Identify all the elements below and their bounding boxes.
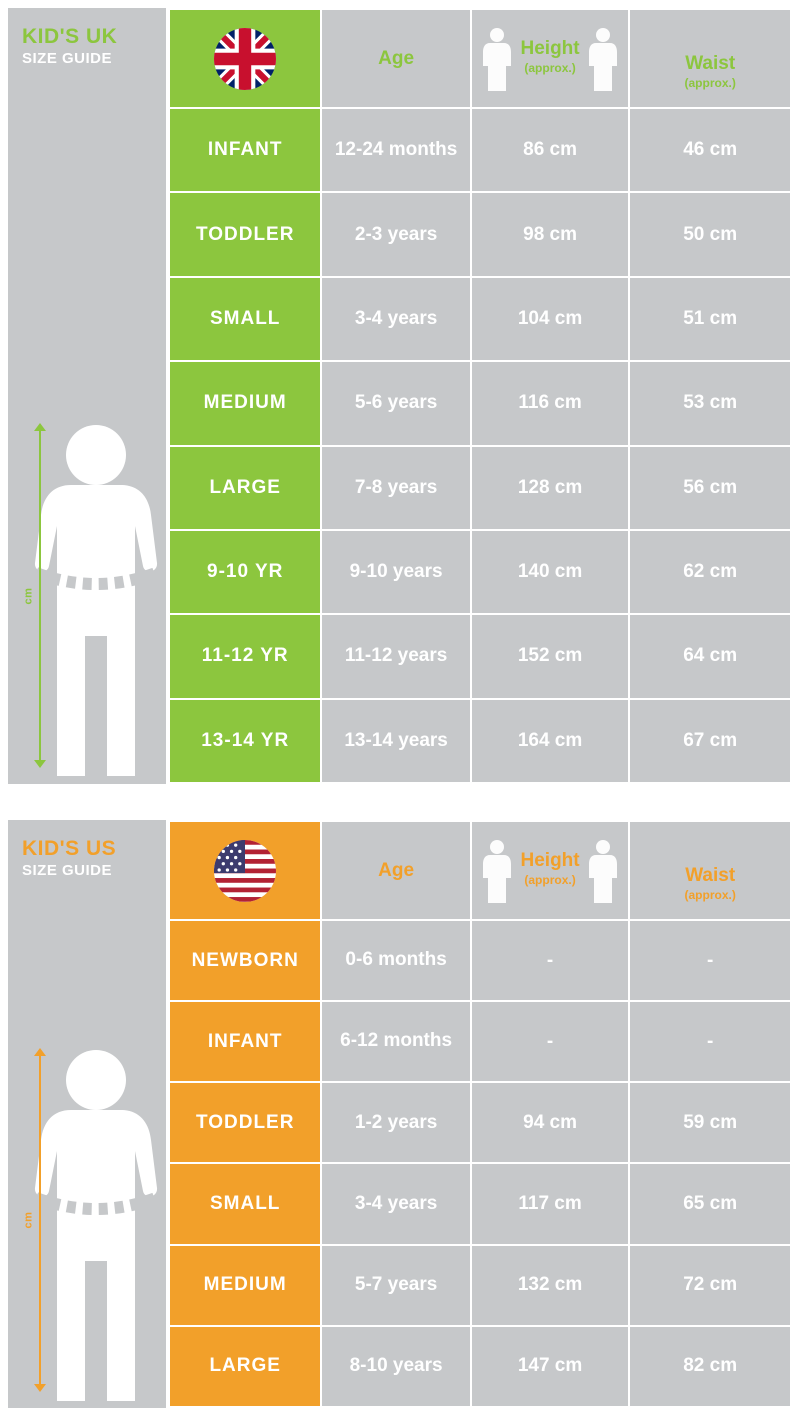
us-title: KID'S US bbox=[22, 837, 117, 860]
us-height-3: 117 cm bbox=[472, 1164, 629, 1243]
uk-table-header-row bbox=[170, 10, 790, 107]
uk-size-1: TODDLER bbox=[170, 193, 320, 275]
uk-age-7: 13-14 years bbox=[322, 700, 469, 782]
us-table-header-row bbox=[170, 822, 790, 919]
us-size-1: INFANT bbox=[170, 1002, 320, 1081]
us-waist-0: - bbox=[630, 921, 790, 1000]
us-table-area bbox=[168, 820, 792, 1408]
us-size-4: MEDIUM bbox=[170, 1246, 320, 1325]
uk-header-waist bbox=[630, 10, 790, 107]
us-header-waist-label: Waist bbox=[685, 865, 736, 886]
uk-height-2: 104 cm bbox=[472, 278, 629, 360]
us-height-0: - bbox=[472, 921, 629, 1000]
uk-size-4: LARGE bbox=[170, 447, 320, 529]
uk-flag-cell bbox=[170, 10, 320, 107]
us-size-0: NEWBORN bbox=[170, 921, 320, 1000]
us-header-age bbox=[322, 822, 469, 919]
us-figure-column bbox=[8, 820, 166, 1408]
us-waist-2: 59 cm bbox=[630, 1083, 790, 1162]
uk-size-2: SMALL bbox=[170, 278, 320, 360]
us-age-4: 5-7 years bbox=[322, 1246, 469, 1325]
us-age-2: 1-2 years bbox=[322, 1083, 469, 1162]
uk-waist-2: 51 cm bbox=[630, 278, 790, 360]
us-axis-arrow-up bbox=[34, 1048, 46, 1056]
uk-cm-axis bbox=[22, 423, 48, 768]
table-row bbox=[170, 278, 790, 360]
us-cm-axis bbox=[22, 1048, 48, 1392]
table-row bbox=[170, 447, 790, 529]
table-row bbox=[170, 1246, 790, 1325]
us-waist-5: 82 cm bbox=[630, 1327, 790, 1406]
uk-size-7: 13-14 YR bbox=[170, 700, 320, 782]
uk-axis-arrow-down bbox=[34, 760, 46, 768]
uk-waist-3: 53 cm bbox=[630, 362, 790, 444]
us-title-block bbox=[22, 838, 162, 880]
us-subtitle: SIZE GUIDE bbox=[22, 862, 113, 880]
uk-header-height bbox=[472, 10, 629, 107]
uk-waist-6: 64 cm bbox=[630, 615, 790, 697]
us-axis-label: cm bbox=[22, 1211, 35, 1229]
uk-height-5: 140 cm bbox=[472, 531, 629, 613]
us-header-age-label: Age bbox=[378, 859, 415, 881]
table-row bbox=[170, 193, 790, 275]
uk-axis-line bbox=[39, 431, 41, 760]
table-row bbox=[170, 1002, 790, 1081]
uk-figure-column bbox=[8, 8, 166, 784]
uk-header-height-note: (approx.) bbox=[524, 61, 576, 75]
uk-waist-5: 62 cm bbox=[630, 531, 790, 613]
uk-height-1: 98 cm bbox=[472, 193, 629, 275]
table-row bbox=[170, 615, 790, 697]
uk-title-block bbox=[22, 26, 162, 68]
us-flag-cell bbox=[170, 822, 320, 919]
us-header-height-note: (approx.) bbox=[524, 873, 576, 887]
table-row bbox=[170, 362, 790, 444]
uk-waist-4: 56 cm bbox=[630, 447, 790, 529]
uk-age-4: 7-8 years bbox=[322, 447, 469, 529]
person-icon bbox=[482, 27, 512, 91]
uk-size-table bbox=[168, 8, 792, 784]
us-size-5: LARGE bbox=[170, 1327, 320, 1406]
uk-size-5: 9-10 YR bbox=[170, 531, 320, 613]
uk-header-age-label: Age bbox=[378, 47, 415, 69]
us-age-1: 6-12 months bbox=[322, 1002, 469, 1081]
person-icon bbox=[588, 839, 618, 903]
uk-age-1: 2-3 years bbox=[322, 193, 469, 275]
table-row bbox=[170, 1164, 790, 1243]
table-row bbox=[170, 700, 790, 782]
table-row bbox=[170, 109, 790, 191]
us-header-height bbox=[472, 822, 629, 919]
uk-height-7: 164 cm bbox=[472, 700, 629, 782]
uk-height-0: 86 cm bbox=[472, 109, 629, 191]
table-row bbox=[170, 1327, 790, 1406]
uk-height-4: 128 cm bbox=[472, 447, 629, 529]
uk-header-waist-note: (approx.) bbox=[684, 76, 736, 90]
us-age-0: 0-6 months bbox=[322, 921, 469, 1000]
us-flag-icon bbox=[214, 840, 276, 902]
person-icon bbox=[482, 839, 512, 903]
us-header-height-wrap bbox=[476, 824, 625, 917]
uk-table-area bbox=[168, 8, 792, 784]
uk-size-3: MEDIUM bbox=[170, 362, 320, 444]
uk-age-5: 9-10 years bbox=[322, 531, 469, 613]
us-size-2: TODDLER bbox=[170, 1083, 320, 1162]
uk-subtitle: SIZE GUIDE bbox=[22, 50, 113, 68]
us-waist-3: 65 cm bbox=[630, 1164, 790, 1243]
uk-header-height-wrap bbox=[476, 12, 625, 105]
uk-size-6: 11-12 YR bbox=[170, 615, 320, 697]
person-icon bbox=[588, 27, 618, 91]
us-height-4: 132 cm bbox=[472, 1246, 629, 1325]
uk-age-2: 3-4 years bbox=[322, 278, 469, 360]
table-row bbox=[170, 1083, 790, 1162]
uk-axis-arrow-up bbox=[34, 423, 46, 431]
us-size-3: SMALL bbox=[170, 1164, 320, 1243]
us-header-height-label: Height bbox=[520, 850, 580, 871]
us-axis-arrow-down bbox=[34, 1384, 46, 1392]
us-waist-4: 72 cm bbox=[630, 1246, 790, 1325]
us-age-5: 8-10 years bbox=[322, 1327, 469, 1406]
uk-age-6: 11-12 years bbox=[322, 615, 469, 697]
us-age-3: 3-4 years bbox=[322, 1164, 469, 1243]
us-waist-1: - bbox=[630, 1002, 790, 1081]
uk-title: KID'S UK bbox=[22, 25, 118, 48]
table-row bbox=[170, 531, 790, 613]
uk-height-3: 116 cm bbox=[472, 362, 629, 444]
us-height-5: 147 cm bbox=[472, 1327, 629, 1406]
uk-waist-7: 67 cm bbox=[630, 700, 790, 782]
us-height-2: 94 cm bbox=[472, 1083, 629, 1162]
uk-header-age bbox=[322, 10, 469, 107]
us-header-waist-note: (approx.) bbox=[684, 888, 736, 902]
uk-axis-label: cm bbox=[22, 587, 35, 604]
uk-waist-0: 46 cm bbox=[630, 109, 790, 191]
us-axis-line bbox=[39, 1056, 41, 1384]
uk-flag-icon bbox=[214, 28, 276, 90]
us-size-table bbox=[168, 820, 792, 1408]
uk-height-6: 152 cm bbox=[472, 615, 629, 697]
uk-header-height-label: Height bbox=[520, 38, 580, 59]
uk-age-3: 5-6 years bbox=[322, 362, 469, 444]
uk-waist-1: 50 cm bbox=[630, 193, 790, 275]
uk-age-0: 12-24 months bbox=[322, 109, 469, 191]
table-row bbox=[170, 921, 790, 1000]
uk-size-0: INFANT bbox=[170, 109, 320, 191]
uk-header-waist-label: Waist bbox=[685, 53, 736, 74]
us-header-waist bbox=[630, 822, 790, 919]
us-height-1: - bbox=[472, 1002, 629, 1081]
us-size-guide-panel bbox=[0, 812, 800, 1416]
